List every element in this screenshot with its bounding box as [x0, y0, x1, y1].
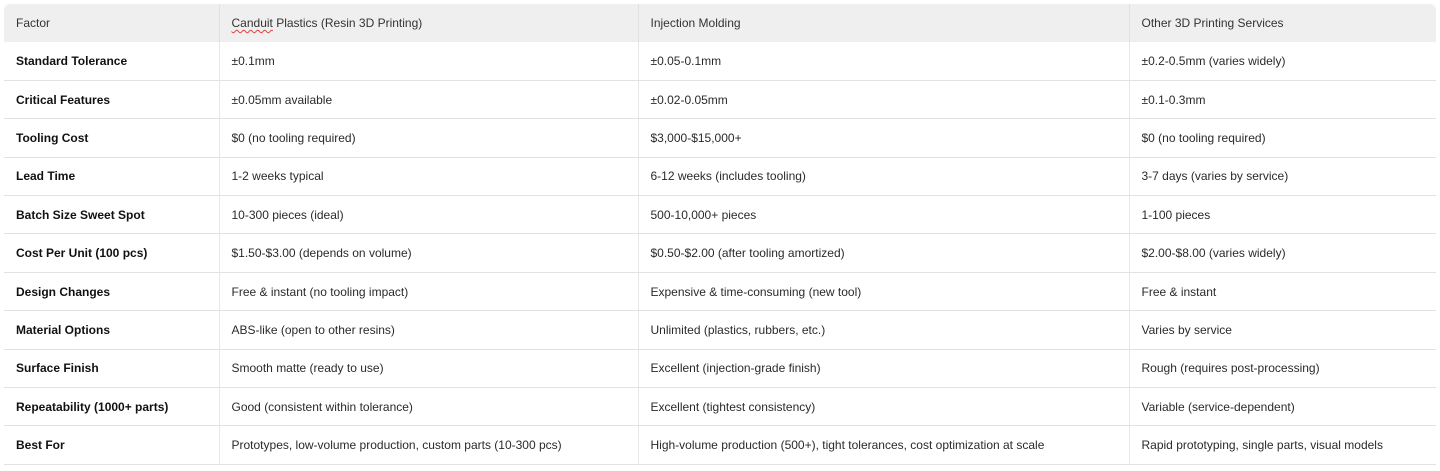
table-row — [4, 234, 1436, 272]
table-header — [4, 4, 1436, 42]
cell-canduit: $0 (no tooling required) — [219, 119, 638, 157]
cell-canduit: ABS-like (open to other resins) — [219, 311, 638, 349]
cell-injection: 6-12 weeks (includes tooling) — [638, 157, 1129, 195]
cell-injection: 500-10,000+ pieces — [638, 196, 1129, 234]
cell-other: Free & instant — [1141, 284, 1217, 299]
cell-injection: Unlimited (plastics, rubbers, etc.) — [638, 311, 1129, 349]
cell-factor: Material Options — [4, 311, 219, 349]
cell-canduit: $1.50-$3.00 (depends on volume) — [219, 234, 638, 272]
spellcheck-word[interactable]: Canduit — [231, 16, 273, 30]
cell-injection: $3,000-$15,000+ — [638, 119, 1129, 157]
header-canduit — [219, 4, 638, 42]
cell-factor: Batch Size Sweet Spot — [4, 196, 219, 234]
cell-other: Rapid prototyping, single parts, visual models — [1141, 438, 1383, 453]
cell-other: Rough (requires post-processing) — [1141, 361, 1320, 376]
cell-other: ±0.1-0.3mm — [1141, 92, 1206, 107]
cell-canduit: 1-2 weeks typical — [219, 157, 638, 195]
table-row — [4, 119, 1436, 157]
cell-other: Varies by service — [1141, 322, 1232, 337]
cell-canduit: ±0.05mm available — [219, 80, 638, 118]
cell-other: $2.00-$8.00 (varies widely) — [1141, 246, 1286, 261]
cell-injection: Expensive & time-consuming (new tool) — [638, 272, 1129, 310]
table-row — [4, 426, 1436, 464]
comparison-table-container — [4, 4, 1436, 471]
header-injection: Injection Molding — [638, 4, 1129, 42]
cell-other: Variable (service-dependent) — [1141, 399, 1295, 414]
cell-factor: Repeatability (1000+ parts) — [4, 388, 219, 426]
comparison-table — [4, 4, 1436, 465]
cell-other: 3-7 days (varies by service) — [1141, 169, 1289, 184]
cell-canduit: Prototypes, low-volume production, custom parts (10-300 pcs) — [219, 426, 638, 464]
cell-factor: Best For — [4, 426, 219, 464]
cell-other: 1-100 pieces — [1141, 207, 1211, 222]
cell-injection: Excellent (injection-grade finish) — [638, 349, 1129, 387]
cell-canduit: Free & instant (no tooling impact) — [219, 272, 638, 310]
cell-canduit: ±0.1mm — [219, 42, 638, 80]
header-factor: Factor — [4, 4, 219, 42]
cell-injection: ±0.05-0.1mm — [638, 42, 1129, 80]
table-row — [4, 311, 1436, 349]
cell-canduit: Good (consistent within tolerance) — [219, 388, 638, 426]
cell-factor: Cost Per Unit (100 pcs) — [4, 234, 219, 272]
cell-canduit: 10-300 pieces (ideal) — [219, 196, 638, 234]
table-row — [4, 272, 1436, 310]
table-row — [4, 157, 1436, 195]
cell-injection: Excellent (tightest consistency) — [638, 388, 1129, 426]
table-row — [4, 349, 1436, 387]
cell-other: ±0.2-0.5mm (varies widely) — [1141, 53, 1286, 68]
table-row — [4, 196, 1436, 234]
table-row — [4, 42, 1436, 80]
cell-canduit: Smooth matte (ready to use) — [219, 349, 638, 387]
cell-factor: Standard Tolerance — [4, 42, 219, 80]
cell-factor: Design Changes — [4, 272, 219, 310]
header-other: Other 3D Printing Services — [1141, 16, 1284, 30]
header-row — [4, 4, 1436, 42]
cell-factor: Surface Finish — [4, 349, 219, 387]
cell-injection: $0.50-$2.00 (after tooling amortized) — [638, 234, 1129, 272]
cell-injection: ±0.02-0.05mm — [638, 80, 1129, 118]
cell-factor: Lead Time — [4, 157, 219, 195]
table-row — [4, 80, 1436, 118]
table-row — [4, 388, 1436, 426]
cell-factor: Tooling Cost — [4, 119, 219, 157]
cell-injection: High-volume production (500+), tight tolerances, cost optimization at scale — [638, 426, 1129, 464]
cell-factor: Critical Features — [4, 80, 219, 118]
cell-other: $0 (no tooling required) — [1141, 130, 1266, 145]
header-canduit-rest: Plastics (Resin 3D Printing) — [272, 16, 423, 30]
table-body — [4, 42, 1436, 464]
